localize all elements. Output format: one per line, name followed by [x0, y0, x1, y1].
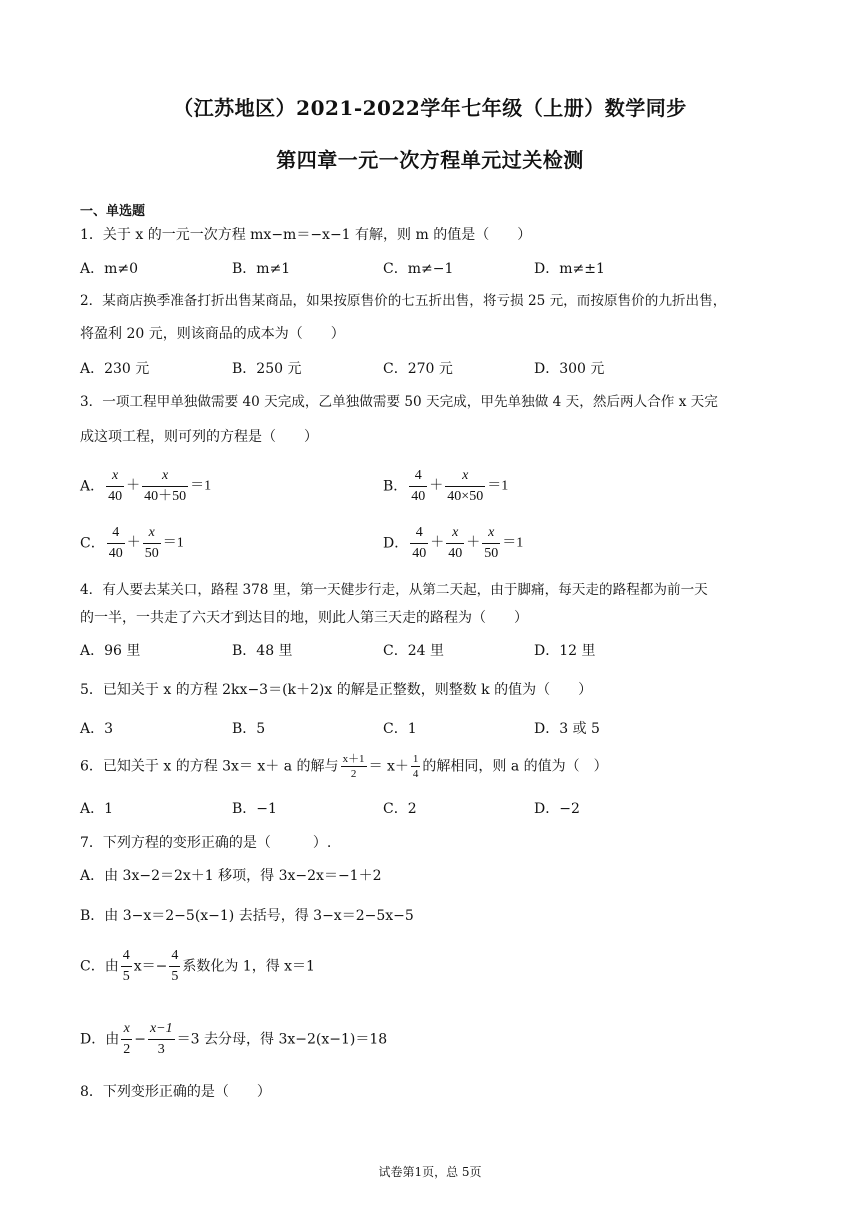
question-4-line-2: 的一半，一共走了六天才到达目的地，则此人第三天走的路程为（ ）: [80, 610, 528, 626]
numerator: x: [446, 523, 464, 544]
denominator: 4: [412, 768, 419, 780]
fraction: [409, 466, 427, 507]
numerator: 4: [107, 523, 125, 544]
numerator: x: [121, 1019, 132, 1040]
numerator: x＋1: [342, 753, 365, 765]
section-label: 一、单选题: [80, 204, 146, 219]
q7d-post: ＝3 去分母，得 3x−2(x−1)＝18: [176, 1031, 388, 1048]
denominator: 5: [171, 969, 179, 984]
q1-option-c: C．m≠−1: [383, 261, 454, 277]
fraction: [121, 946, 132, 987]
q1-option-a: A．m≠0: [80, 261, 139, 277]
q3-option-b-label: B．: [383, 478, 408, 495]
numerator: 4: [409, 466, 427, 487]
q3-option-d: D． $\frac{4}{40}$ ＋ $\frac{x}{40}$ ＋ $\frac{x}{50}$ ＝1: [383, 523, 523, 564]
denominator: 40: [411, 489, 426, 504]
q6-text-pre: 6．已知关于 x 的方程 3x＝ x＋ a 的解与: [80, 758, 339, 775]
question-2-line-2: 将盈利 20 元，则该商品的成本为（ ）: [80, 326, 345, 342]
fraction: [142, 466, 188, 507]
q3-option-a: A． $\frac{x}{40}$ ＋ $\frac{x}{40+50}$ ＝1: [80, 466, 211, 507]
q4-option-c: C．24 里: [383, 643, 444, 659]
question-4-line-1: 4．有人要去某关口，路程 378 里，第一天健步行走，从第二天起，由于脚痛，每天走的路程都为前一天: [80, 582, 708, 598]
q1-option-b: B．m≠1: [232, 261, 291, 277]
q3-option-c-label: C．: [80, 535, 105, 552]
fraction: [143, 523, 161, 564]
fraction: [341, 752, 367, 781]
denominator: 50: [484, 546, 499, 561]
numerator: 1: [412, 753, 419, 765]
q7c-post: 系数化为 1，得 x＝1: [182, 958, 315, 975]
q6-option-d: D．−2: [534, 801, 580, 817]
question-5-text: 5．已知关于 x 的方程 2kx−3＝(k＋2)x 的解是正整数，则整数 k 的值为（ ）: [80, 682, 593, 698]
fraction: [410, 523, 428, 564]
q7-option-a: A．由 3x−2＝2x＋1 移项，得 3x−2x＝−1＋2: [80, 868, 382, 884]
question-3-line-2: 成这项工程，则可列的方程是（ ）: [80, 429, 318, 445]
fraction: [107, 523, 125, 564]
numerator: x: [482, 523, 500, 544]
q6-text-post: 的解相同，则 a 的值为（ ）: [422, 758, 608, 775]
denominator: 3: [157, 1042, 165, 1057]
question-2-line-1: 2．某商店换季准备打折出售某商品，如果按原售价的七五折出售，将亏损 25 元，而按原售价的九折出售，: [80, 293, 727, 309]
denominator: 40: [448, 546, 463, 561]
q6-text-mid: ＝ x＋: [368, 758, 409, 775]
q7c-mid: x＝−: [133, 958, 168, 975]
q4-option-b: B．48 里: [232, 643, 293, 659]
numerator: 4: [410, 523, 428, 544]
equation-rhs: ＝1: [502, 535, 524, 551]
denominator: 50: [144, 546, 159, 561]
q6-option-a: A．1: [80, 801, 114, 817]
q6-option-b: B．−1: [232, 801, 277, 817]
q2-option-b: B．250 元: [232, 361, 302, 377]
q7d-mid: −: [134, 1031, 146, 1048]
fraction: [121, 1019, 132, 1060]
fraction: [445, 466, 485, 507]
fraction: [411, 752, 421, 781]
title-line-2: 第四章一元一次方程单元过关检测: [276, 148, 584, 172]
equation-rhs: ＝1: [190, 478, 212, 494]
q5-option-a: A．3: [80, 721, 114, 737]
denominator: 40: [412, 546, 427, 561]
denominator: 2: [350, 768, 357, 780]
denominator: 5: [122, 969, 130, 984]
fraction: [106, 466, 124, 507]
q7c-pre: C．由: [80, 958, 119, 975]
q4-option-a: A．96 里: [80, 643, 141, 659]
q2-option-d: D．300 元: [534, 361, 605, 377]
question-3-line-1: 3．一项工程甲单独做需要 40 天完成，乙单独做需要 50 天完成，甲先单独做 4 天，然后两人合作 x 天完: [80, 394, 718, 410]
q3-option-b: B． $\frac{4}{40}$ ＋ $\frac{x}{40\times 50}$ ＝1: [383, 466, 508, 507]
q7d-pre: D．由: [80, 1031, 120, 1048]
denominator: 2: [123, 1042, 131, 1057]
denominator: 40: [108, 546, 123, 561]
question-7-text: 7．下列方程的变形正确的是（ ）.: [80, 835, 332, 851]
question-6-text: [80, 752, 608, 781]
denominator: 40×50: [447, 489, 484, 504]
denominator: 40＋50: [144, 489, 187, 504]
fraction: [482, 523, 500, 564]
q1-option-d: D．m≠±1: [534, 261, 605, 277]
question-1-text: 1．关于 x 的一元一次方程 mx−m＝−x−1 有解，则 m 的值是（ ）: [80, 227, 532, 243]
question-8-text: 8．下列变形正确的是（ ）: [80, 1084, 271, 1100]
q5-option-d: D．3 或 5: [534, 721, 600, 737]
numerator: x−1: [148, 1019, 175, 1040]
title-line-1: （江苏地区）2021-2022学年七年级（上册）数学同步: [173, 96, 687, 120]
equation-rhs: ＝1: [162, 535, 184, 551]
q6-option-c: C．2: [383, 801, 417, 817]
q2-option-a: A．230 元: [80, 361, 150, 377]
fraction: [148, 1019, 175, 1060]
q4-option-d: D．12 里: [534, 643, 596, 659]
q2-option-c: C．270 元: [383, 361, 453, 377]
page-footer: 试卷第1页，总 5页: [378, 1165, 482, 1179]
numerator: x: [445, 466, 485, 487]
numerator: 4: [169, 946, 180, 967]
fraction: [446, 523, 464, 564]
q3-option-a-label: A．: [80, 478, 105, 495]
numerator: x: [142, 466, 188, 487]
q3-option-c: C． $\frac{4}{40}$ ＋ $\frac{x}{50}$ ＝1: [80, 523, 184, 564]
equation-rhs: ＝1: [487, 478, 509, 494]
q7-option-d: [80, 1019, 387, 1060]
q3-option-d-label: D．: [383, 535, 409, 552]
numerator: x: [106, 466, 124, 487]
q7-option-b: B．由 3−x＝2−5(x−1) 去括号，得 3−x＝2−5x−5: [80, 908, 414, 924]
numerator: x: [143, 523, 161, 544]
q5-option-c: C．1: [383, 721, 417, 737]
denominator: 40: [108, 489, 123, 504]
numerator: 4: [121, 946, 132, 967]
q5-option-b: B．5: [232, 721, 266, 737]
q7-option-c: [80, 946, 315, 987]
fraction: [169, 946, 180, 987]
